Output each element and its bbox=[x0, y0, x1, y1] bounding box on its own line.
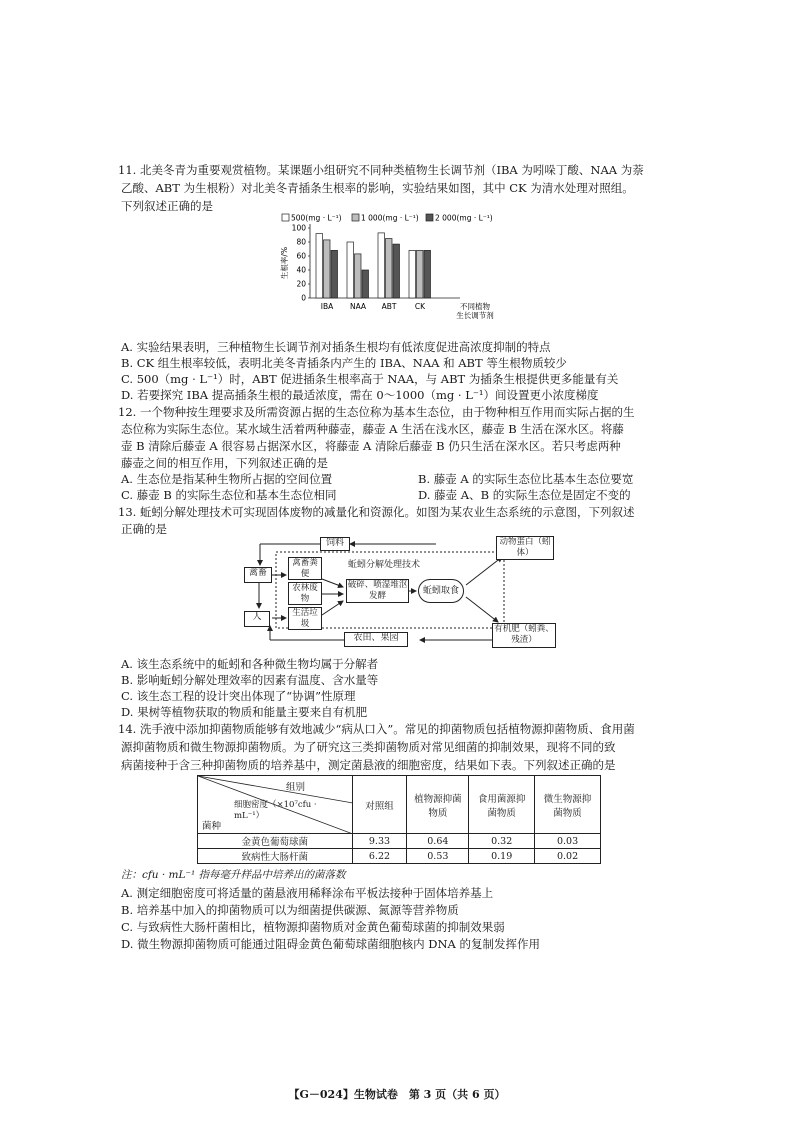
legend-swatch bbox=[282, 214, 289, 221]
header-fungus: 食用菌源抑菌物质 bbox=[469, 776, 535, 834]
y-axis-label: 生根率/% bbox=[280, 246, 289, 280]
y-tick-label: 20 bbox=[296, 279, 306, 289]
cell: 9.33 bbox=[352, 834, 407, 849]
chart-legend bbox=[282, 214, 493, 223]
q13-option-c: C. 该生态工程的设计突出体现了“协调”性原理 bbox=[121, 689, 356, 703]
bar-NAA-0 bbox=[347, 242, 354, 298]
corner-group-label: 组别 bbox=[286, 782, 306, 793]
q14-option-c: C. 与致病性大肠杆菌相比，植物源抑菌物质对金黄色葡萄球菌的抑制效果弱 bbox=[121, 920, 505, 934]
y-tick-label: 80 bbox=[296, 237, 306, 247]
q12-option-b: B. 藤壶 A 的实际生态位比基本生态位要宽 bbox=[418, 472, 634, 486]
fertilizer-box: 有机肥（蚓粪、残渣） bbox=[492, 623, 556, 648]
cell: 6.22 bbox=[352, 849, 407, 864]
y-tick-label: 60 bbox=[296, 251, 306, 261]
bar-IBA-2 bbox=[331, 250, 338, 298]
row-name: 金黄色葡萄球菌 bbox=[198, 834, 353, 849]
q13-option-d: D. 果树等植物获取的物质和能量主要来自有机肥 bbox=[121, 705, 368, 719]
header-microbe: 微生物源抑菌物质 bbox=[535, 776, 601, 834]
q11-option-b: B. CK 组生根率较低，表明北美冬青插条内产生的 IBA、NAA 和 ABT 等生根物质较少 bbox=[121, 356, 567, 370]
header-plant: 植物源抑菌物质 bbox=[407, 776, 469, 834]
manure-box: 禽畜粪便 bbox=[288, 557, 322, 580]
q11-stem-line3: 下列叙述正确的是 bbox=[121, 199, 213, 213]
human-box: 人 bbox=[244, 611, 270, 627]
garbage-box: 生活垃圾 bbox=[288, 607, 322, 630]
y-tick-label: 0 bbox=[301, 293, 306, 303]
cell: 0.32 bbox=[469, 834, 535, 849]
q11-stem-line2: 乙酸、ABT 为生根粉）对北美冬青插条生根率的影响，实验结果如图，其中 CK 为清水处理对照组。 bbox=[121, 181, 634, 195]
cell: 0.19 bbox=[469, 849, 535, 864]
legend-label: 2 000(mg · L⁻¹) bbox=[435, 213, 493, 223]
tech-label: 蚯蚓分解处理技术 bbox=[348, 560, 421, 570]
q11-option-c: C. 500（mg · L⁻¹）时，ABT 促进插条生根率高于 NAA，与 ABT 为插条生根提供更多能量有关 bbox=[121, 372, 619, 386]
q14-stem-line3: 病菌接种于含三种抑菌物质的培养基中，测定菌悬液的细胞密度，结果如下表。下列叙述正确的是 bbox=[121, 758, 616, 772]
q12-stem-line3: 壶 B 清除后藤壶 A 很容易占据深水区，将藤壶 A 清除后藤壶 B 仍只生活在深水区。若只考虑两种 bbox=[121, 439, 621, 453]
header-control: 对照组 bbox=[352, 776, 407, 834]
q13-stem-line2: 正确的是 bbox=[121, 522, 167, 536]
bar-CK-0 bbox=[409, 250, 416, 298]
q12-stem-line2: 态位称为实际生态位。某水域生活着两种藤壶，藤壶 A 生活在浅水区，藤壶 B 生活在深水区。将藤 bbox=[121, 422, 624, 436]
q14-option-a: A. 测定细胞密度可将适量的菌悬液用稀释涂布平板法接种于固体培养基上 bbox=[121, 886, 494, 900]
process-box: 破碎、喷湿堆沤发酵 bbox=[347, 580, 408, 601]
q13-option-b: B. 影响蚯蚓分解处理效率的因素有温度、含水量等 bbox=[121, 673, 379, 687]
feed-box: 饲料 bbox=[320, 537, 350, 551]
bar-ABT-0 bbox=[378, 233, 385, 298]
q14-option-b: B. 培养基中加入的抑菌物质可以为细菌提供碳源、氮源等营养物质 bbox=[121, 903, 459, 917]
corner-density-label: 细胞密度（×10⁷cfu · mL⁻¹） bbox=[234, 800, 317, 821]
q13-diagram bbox=[240, 535, 560, 653]
table-row bbox=[198, 834, 601, 849]
row-name: 致病性大肠杆菌 bbox=[198, 849, 353, 864]
livestock-box: 禽畜 bbox=[244, 567, 272, 583]
q12-stem-line4: 藤壶之间的相互作用，下列叙述正确的是 bbox=[121, 456, 328, 470]
x-axis-label-2: 生长调节剂 bbox=[456, 311, 494, 320]
bar-NAA-1 bbox=[355, 254, 362, 298]
x-tick-label: IBA bbox=[320, 302, 334, 311]
bar-CK-1 bbox=[417, 250, 424, 298]
bar-CK-2 bbox=[424, 250, 431, 298]
q14-result-table bbox=[197, 775, 601, 864]
bar-ABT-2 bbox=[393, 244, 400, 298]
q12-stem-line1: 12. 一个物种按生理要求及所需资源占据的生态位称为基本生态位，由于物种相互作用而实际占据的生 bbox=[118, 405, 635, 419]
animal-protein-box: 动物蛋白（蚓体） bbox=[496, 536, 554, 560]
x-tick-label: NAA bbox=[349, 302, 367, 311]
q14-option-d: D. 微生物源抑菌物质可能通过阻碍金黄色葡萄球菌细胞核内 DNA 的复制发挥作用 bbox=[121, 937, 541, 951]
q13-stem-line1: 13. 蚯蚓分解处理技术可实现固体废物的减量化和资源化。如图为某农业生态系统的示意图，下列叙述 bbox=[118, 505, 635, 519]
crop-waste-box: 农林废物 bbox=[288, 582, 322, 605]
q12-option-a: A. 生态位是指某种生物所占据的空间位置 bbox=[121, 472, 333, 486]
q11-bar-chart bbox=[270, 210, 520, 335]
fields-box: 农田、果园 bbox=[344, 632, 408, 647]
q13-option-a: A. 该生态系统中的蚯蚓和各种微生物均属于分解者 bbox=[121, 657, 379, 671]
chart-bars bbox=[316, 233, 431, 298]
cell: 0.53 bbox=[407, 849, 469, 864]
q14-table-note: 注：cfu · mL⁻¹ 指每毫升样品中培养出的菌落数 bbox=[121, 869, 346, 881]
q11-stem-line1: 11. 北美冬青为重要观赏植物。某课题小组研究不同种类植物生长调节剂（IBA 为吲哚丁酸、NAA 为萘 bbox=[118, 163, 644, 177]
page-footer: 【G－024】生物试卷 第 3 页（共 6 页） bbox=[288, 1088, 506, 1101]
q14-stem-line1: 14. 洗手液中添加抑菌物质能够有效地减少“病从口入”。常见的抑菌物质包括植物源抑菌物质、食用菌 bbox=[118, 722, 635, 736]
table-row bbox=[198, 849, 601, 864]
legend-label: 500(mg · L⁻¹) bbox=[291, 213, 342, 223]
legend-swatch bbox=[426, 214, 433, 221]
bar-IBA-1 bbox=[324, 240, 331, 298]
legend-swatch bbox=[352, 214, 359, 221]
legend-label: 1 000(mg · L⁻¹) bbox=[361, 213, 419, 223]
corner-species-label: 菌种 bbox=[202, 821, 222, 832]
bar-ABT-1 bbox=[386, 239, 393, 299]
cell: 0.64 bbox=[407, 834, 469, 849]
y-tick-label: 100 bbox=[291, 223, 306, 233]
cell: 0.02 bbox=[535, 849, 601, 864]
worm-feeding-oval: 蚯蚓取食 bbox=[418, 579, 464, 603]
x-tick-label: CK bbox=[414, 302, 426, 311]
q11-option-d: D. 若要探究 IBA 提高插条生根的最适浓度，需在 0～1000（mg · L⁻¹）间设置更小浓度梯度 bbox=[121, 388, 599, 402]
q12-option-d: D. 藤壶 A、B 的实际生态位是固定不变的 bbox=[418, 488, 631, 502]
y-tick-label: 40 bbox=[296, 265, 306, 275]
cell: 0.03 bbox=[535, 834, 601, 849]
q12-option-c: C. 藤壶 B 的实际生态位和基本生态位相同 bbox=[121, 488, 337, 502]
table-corner-cell bbox=[198, 776, 353, 834]
q14-stem-line2: 源抑菌物质和微生物源抑菌物质。为了研究这三类抑菌物质对常见细菌的抑制效果，现将不同的致 bbox=[121, 740, 616, 754]
bar-IBA-0 bbox=[316, 234, 323, 298]
x-tick-label: ABT bbox=[381, 302, 397, 311]
x-axis-label-1: 不同植物 bbox=[460, 302, 490, 311]
bar-NAA-2 bbox=[362, 270, 369, 298]
q11-option-a: A. 实验结果表明，三种植物生长调节剂对插条生根均有低浓度促进高浓度抑制的特点 bbox=[121, 340, 551, 354]
